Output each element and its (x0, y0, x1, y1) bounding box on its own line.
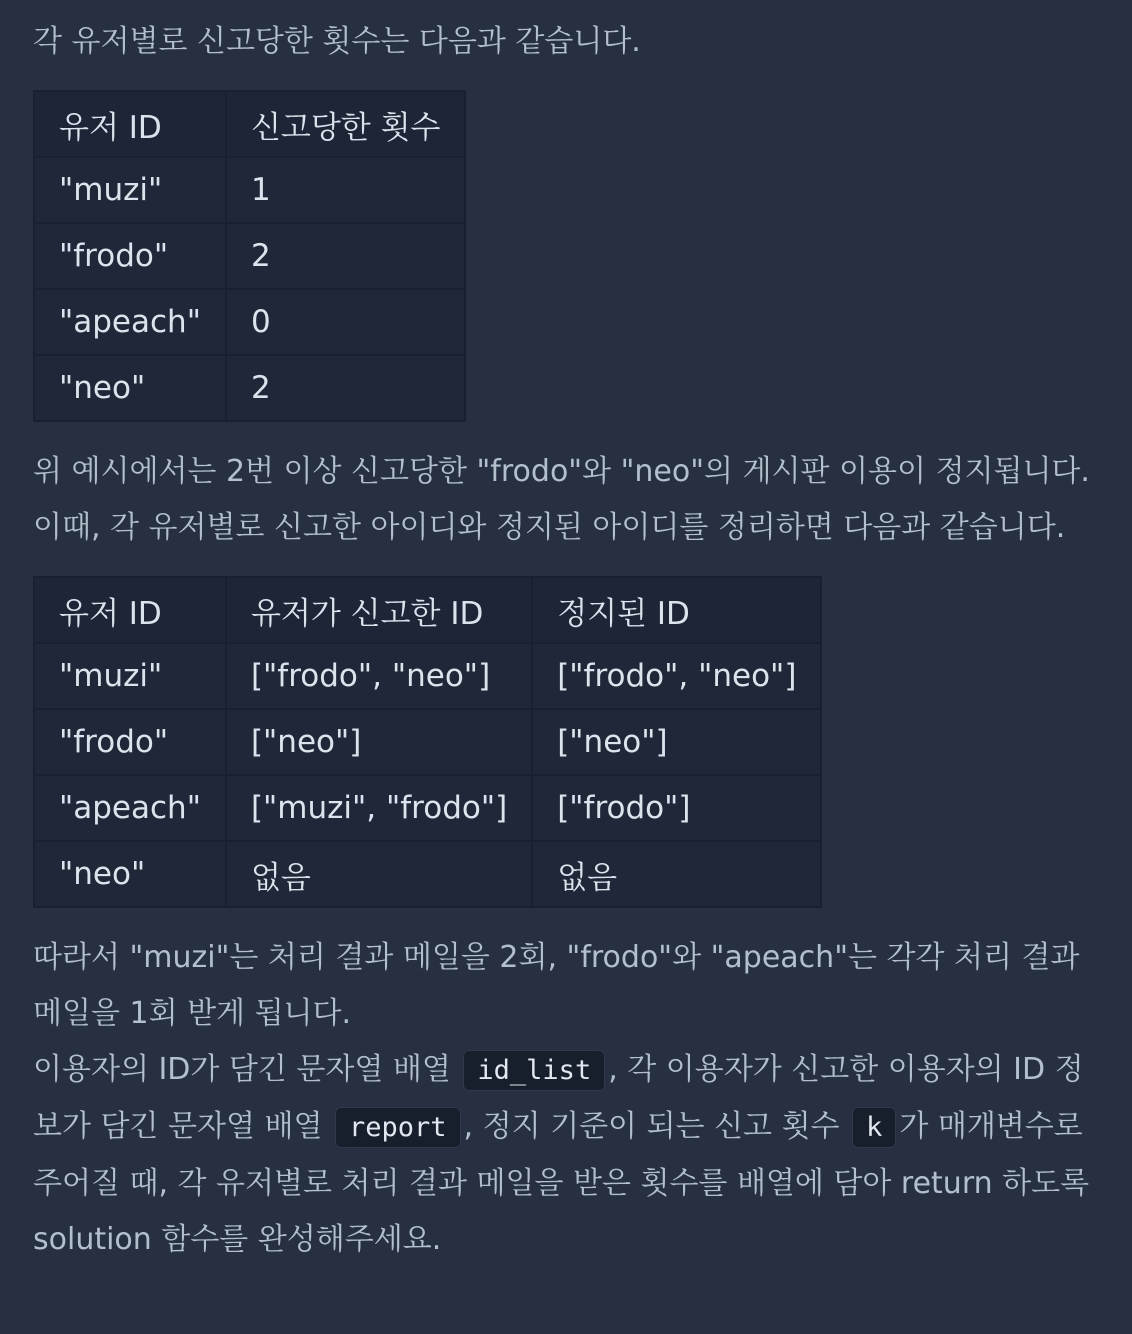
code-id-list: id_list (463, 1050, 605, 1091)
report-detail-table (33, 576, 822, 908)
task-line-4: solution 함수를 완성해주세요. (33, 1222, 442, 1257)
intro-paragraph: 각 유저별로 신고당한 횟수는 다음과 같습니다. (33, 24, 641, 59)
task-line-2 (33, 1099, 1098, 1156)
header-reported-ids: 유저가 신고한 ID (226, 577, 532, 643)
table-row (34, 643, 821, 709)
task-text: 가 매개변수로 (899, 1109, 1083, 1144)
header-user-id: 유저 ID (34, 91, 226, 157)
table-row (34, 775, 821, 841)
cell-reported-ids: ["muzi", "frodo"] (226, 775, 532, 841)
cell-user-id: "neo" (34, 841, 226, 907)
suspension-line-2: 이때, 각 유저별로 신고한 아이디와 정지된 아이디를 정리하면 다음과 같습니다. (33, 510, 1066, 545)
cell-reported-ids: 없음 (226, 841, 532, 907)
cell-user-id: "muzi" (34, 157, 226, 223)
result-line-2: 메일을 1회 받게 됩니다. (33, 996, 352, 1031)
result-line-1: 따라서 "muzi"는 처리 결과 메일을 2회, "frodo"와 "apeach"는 각각 처리 결과 (33, 940, 1080, 975)
code-report: report (335, 1107, 461, 1148)
cell-suspended-ids: ["frodo", "neo"] (532, 643, 821, 709)
task-paragraph (33, 1042, 1098, 1268)
cell-user-id: "apeach" (34, 289, 226, 355)
cell-reported-ids: ["neo"] (226, 709, 532, 775)
task-text: 보가 담긴 문자열 배열 (33, 1109, 323, 1144)
table-row (34, 355, 465, 421)
table-row (34, 289, 465, 355)
code-k: k (852, 1107, 896, 1148)
cell-suspended-ids: 없음 (532, 841, 821, 907)
cell-suspended-ids: ["neo"] (532, 709, 821, 775)
table-header-row (34, 577, 821, 643)
cell-suspended-ids: ["frodo"] (532, 775, 821, 841)
task-text: , 정지 기준이 되는 신고 횟수 (463, 1109, 840, 1144)
cell-report-count: 2 (226, 223, 466, 289)
table-row (34, 157, 465, 223)
header-report-count: 신고당한 횟수 (226, 91, 466, 157)
report-count-table (33, 90, 466, 422)
suspension-line-1: 위 예시에서는 2번 이상 신고당한 "frodo"와 "neo"의 게시판 이용이 정지됩니다. (33, 454, 1090, 489)
cell-reported-ids: ["frodo", "neo"] (226, 643, 532, 709)
header-suspended-ids: 정지된 ID (532, 577, 821, 643)
cell-user-id: "muzi" (34, 643, 226, 709)
cell-report-count: 0 (226, 289, 466, 355)
cell-user-id: "frodo" (34, 709, 226, 775)
task-line-1 (33, 1042, 1098, 1099)
table-row (34, 841, 821, 907)
task-text: , 각 이용자가 신고한 이용자의 ID 정 (608, 1052, 1084, 1087)
table-row (34, 709, 821, 775)
cell-user-id: "frodo" (34, 223, 226, 289)
task-line-3: 주어질 때, 각 유저별로 처리 결과 메일을 받은 횟수를 배열에 담아 return 하도록 (33, 1166, 1090, 1201)
table-row (34, 223, 465, 289)
cell-report-count: 2 (226, 355, 466, 421)
cell-report-count: 1 (226, 157, 466, 223)
header-user-id: 유저 ID (34, 577, 226, 643)
cell-user-id: "apeach" (34, 775, 226, 841)
cell-user-id: "neo" (34, 355, 226, 421)
table-header-row (34, 91, 465, 157)
task-text: 이용자의 ID가 담긴 문자열 배열 (33, 1052, 451, 1087)
